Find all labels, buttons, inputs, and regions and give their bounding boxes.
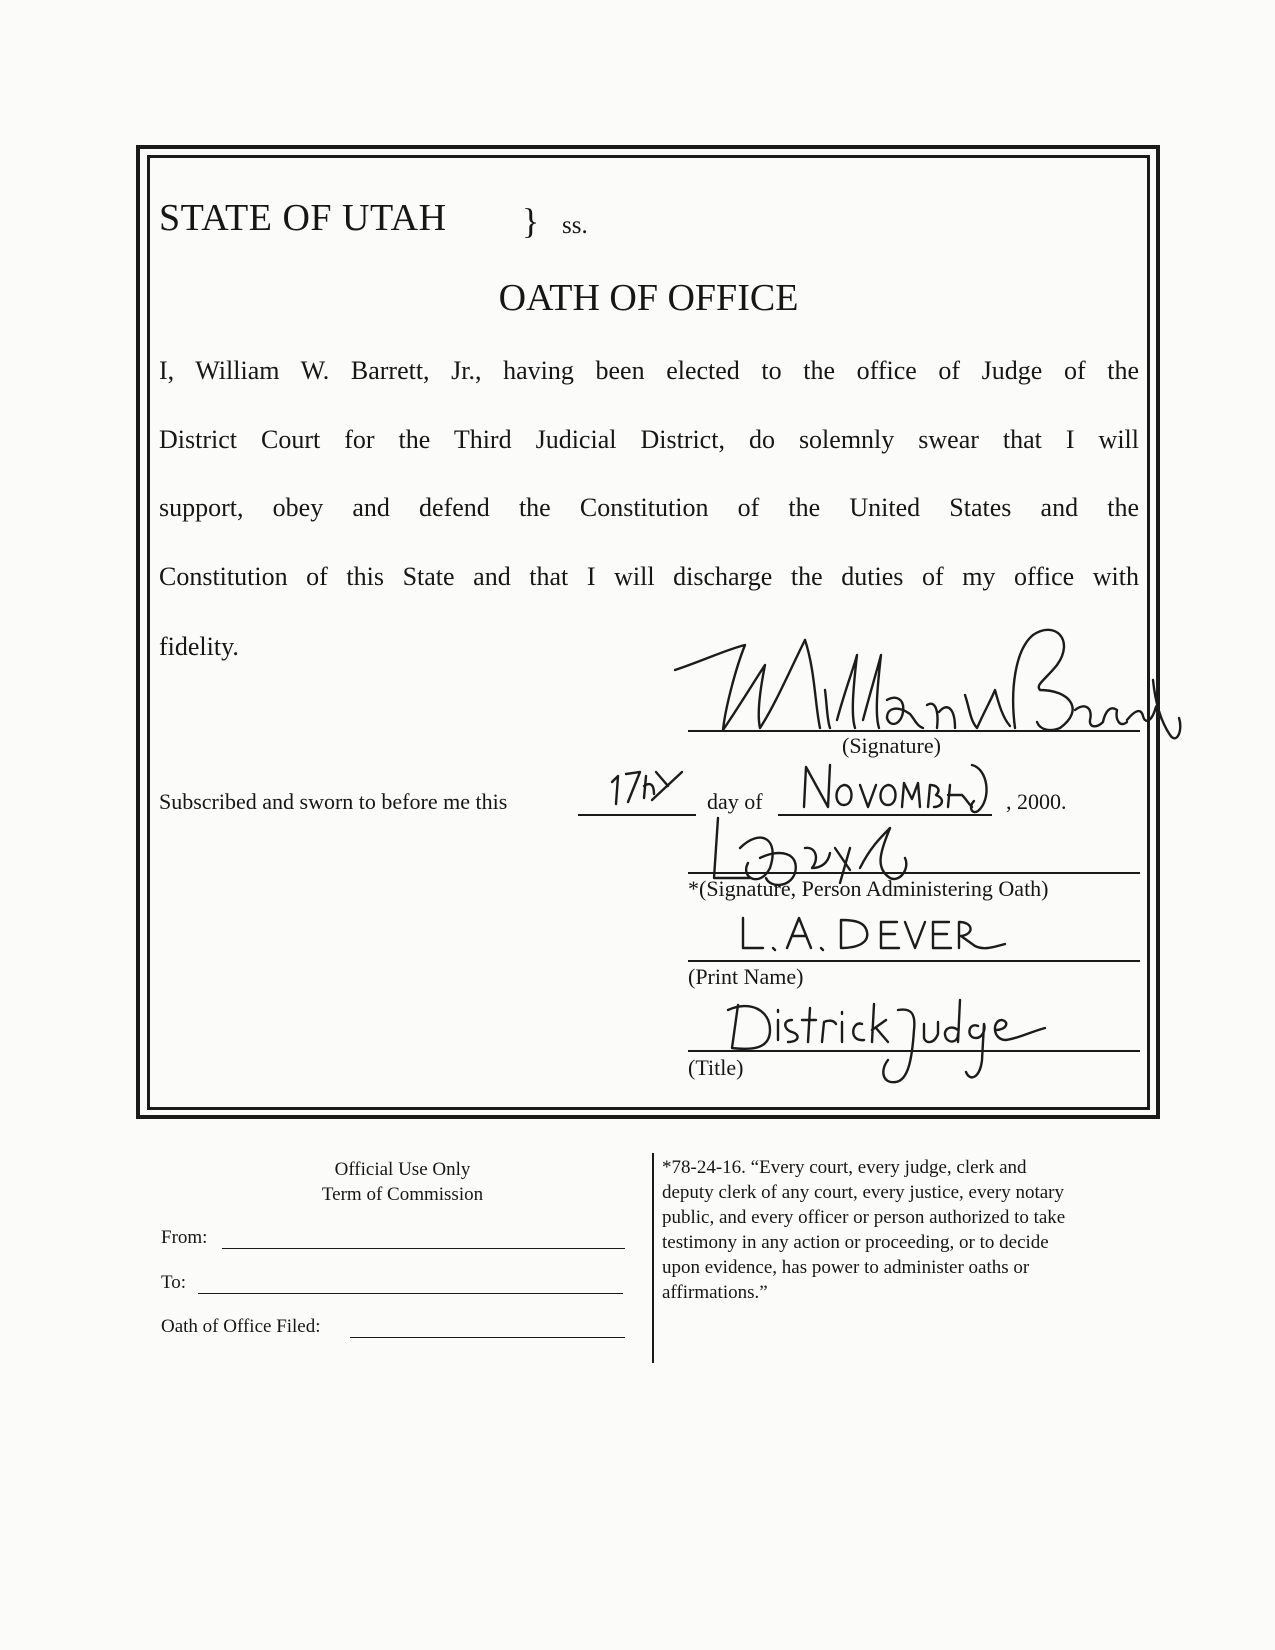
handwritten-day bbox=[606, 762, 696, 812]
oath-text-line: fidelity. bbox=[159, 632, 239, 661]
brace-symbol: } bbox=[522, 201, 540, 241]
statute-line: testimony in any action or proceeding, or to decide bbox=[662, 1232, 1049, 1253]
signature-line bbox=[688, 730, 1140, 732]
title-caption: (Title) bbox=[688, 1055, 744, 1080]
statute-line: affirmations.” bbox=[662, 1282, 768, 1303]
sworn-prefix: Subscribed and sworn to before me this bbox=[159, 789, 508, 814]
year-suffix: , 2000. bbox=[1006, 789, 1067, 814]
day-of-label: day of bbox=[707, 789, 763, 814]
from-field-line[interactable] bbox=[222, 1248, 625, 1249]
statute-line: *78-24-16. “Every court, every judge, clerk and bbox=[662, 1157, 1027, 1178]
term-of-commission-heading: Term of Commission bbox=[321, 1184, 484, 1205]
oath-text-line: Constitution of this State and that I will discharge the duties of my office with bbox=[159, 562, 1139, 591]
statute-line: deputy clerk of any court, every justice, every notary bbox=[662, 1182, 1065, 1203]
statute-line: public, and every officer or person authorized to take bbox=[662, 1207, 1066, 1228]
handwritten-print-name bbox=[735, 912, 1015, 962]
oath-text-line: I, William W. Barrett, Jr., having been elected to the office of Judge of the bbox=[159, 356, 1139, 385]
oath-text-line: support, obey and defend the Constitution of the United States and the bbox=[159, 493, 1139, 522]
state-heading: STATE OF UTAH bbox=[159, 197, 447, 239]
statute-line: upon evidence, has power to administer oaths or bbox=[662, 1257, 1030, 1278]
day-line bbox=[578, 814, 696, 816]
oath-text-line: District Court for the Third Judicial District, do solemnly swear that I will bbox=[159, 425, 1139, 454]
administrator-signature-caption: *(Signature, Person Administering Oath) bbox=[688, 876, 1049, 901]
signature-caption: (Signature) bbox=[842, 733, 941, 758]
to-label: To: bbox=[161, 1272, 187, 1293]
title-line bbox=[688, 1050, 1140, 1052]
print-name-line bbox=[688, 960, 1140, 962]
administrator-signature-line bbox=[688, 872, 1140, 874]
oath-filed-label: Oath of Office Filed: bbox=[161, 1316, 321, 1337]
ss-label: ss. bbox=[562, 212, 588, 239]
from-label: From: bbox=[161, 1227, 208, 1248]
official-use-heading: Official Use Only bbox=[334, 1159, 471, 1180]
oath-filed-field-line[interactable] bbox=[350, 1337, 625, 1338]
statute-note bbox=[662, 1155, 1107, 1305]
footer-divider bbox=[652, 1153, 654, 1363]
to-field-line[interactable] bbox=[198, 1293, 623, 1294]
document-title: OATH OF OFFICE bbox=[498, 277, 799, 319]
print-name-caption: (Print Name) bbox=[688, 964, 804, 989]
handwritten-title bbox=[720, 990, 1050, 1090]
